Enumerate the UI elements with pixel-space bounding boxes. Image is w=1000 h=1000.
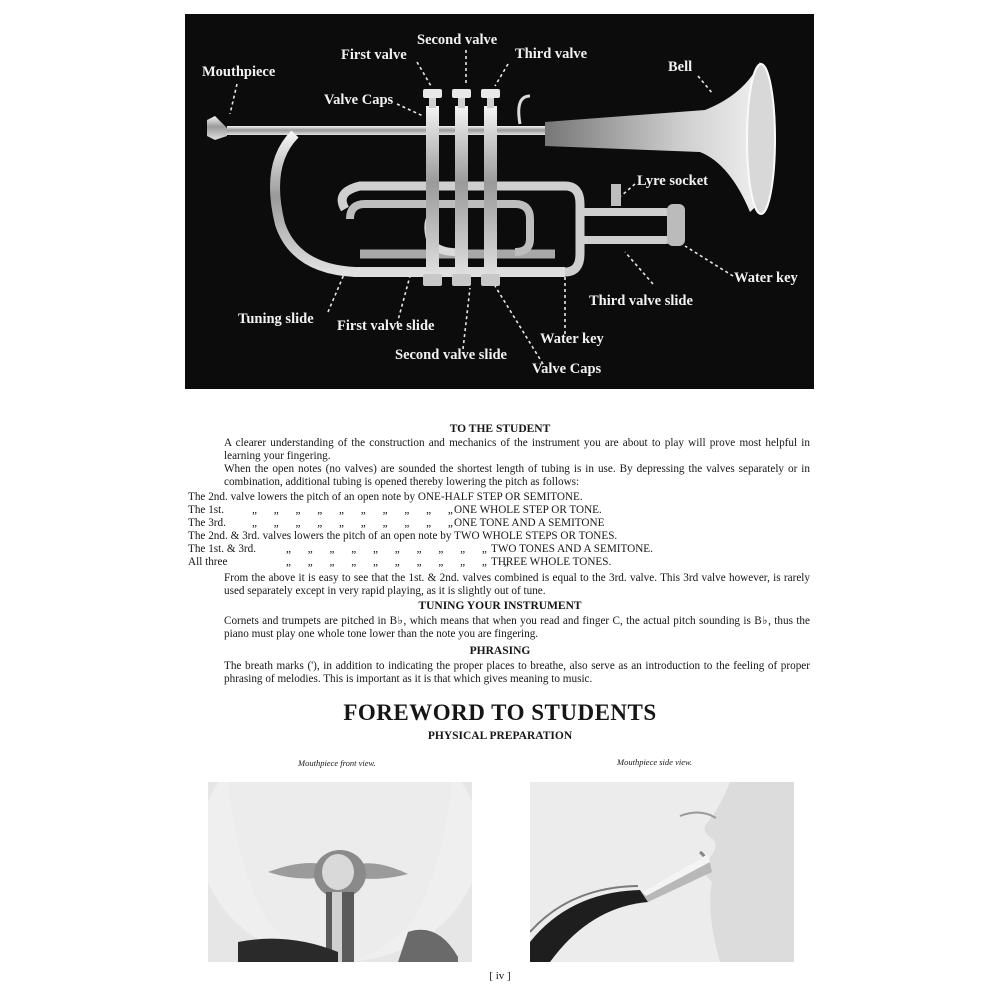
valve-row-6-value: THREE WHOLE TONES. bbox=[491, 556, 612, 568]
cornet-diagram bbox=[185, 14, 814, 389]
paragraph-combined-valves bbox=[188, 572, 810, 599]
foreword-title: FOREWORD TO STUDENTS bbox=[343, 700, 657, 725]
label-valve-caps-top: Valve Caps bbox=[324, 92, 394, 108]
paragraph-tuning bbox=[188, 615, 810, 642]
caption-side-view: Mouthpiece side view. bbox=[617, 757, 693, 767]
paragraph-open-notes-text: When the open notes (no valves) are sounded the shortest length of tubing is in use. By depressing the valves separately or in combination, additional tubing is opened thereby lowering the pitch as follows: bbox=[224, 463, 810, 489]
valve-row-3-ditto: „ „ „ „ „ „ „ „ „ „ bbox=[252, 517, 460, 529]
valve-row-6-label: All three bbox=[188, 556, 228, 568]
valve-row-5-label: The 1st. & 3rd. bbox=[188, 543, 257, 555]
heading-phrasing: PHRASING bbox=[469, 645, 531, 657]
caption-front-view: Mouthpiece front view. bbox=[298, 758, 376, 768]
label-second-valve-slide: Second valve slide bbox=[395, 347, 507, 363]
valve-row-2-ditto: „ „ „ „ „ „ „ „ „ „ bbox=[252, 504, 460, 516]
label-lyre-socket: Lyre socket bbox=[637, 173, 709, 189]
label-first-valve-slide: First valve slide bbox=[337, 318, 435, 334]
face-side-illustration bbox=[530, 782, 794, 962]
paragraph-intro bbox=[188, 437, 810, 464]
cornet-illustration bbox=[185, 14, 814, 389]
heading-to-the-student: TO THE STUDENT bbox=[449, 423, 551, 435]
photo-mouthpiece-front bbox=[208, 782, 472, 962]
valve-row-5-value: TWO TONES AND A SEMITONE. bbox=[491, 543, 653, 555]
label-mouthpiece: Mouthpiece bbox=[202, 64, 276, 80]
valve-row-3-label: The 3rd. bbox=[188, 517, 226, 529]
valve-row-5-ditto: „ „ „ „ „ „ „ „ „ „ bbox=[286, 543, 494, 555]
physical-preparation-subtitle: PHYSICAL PREPARATION bbox=[427, 730, 573, 742]
label-second-valve: Second valve bbox=[417, 32, 498, 48]
label-tuning-slide: Tuning slide bbox=[238, 311, 314, 327]
valve-row-6-ditto: „ „ „ „ „ „ „ „ „ „ „ bbox=[286, 556, 516, 568]
page-number: [ iv ] bbox=[489, 970, 511, 982]
label-first-valve: First valve bbox=[341, 47, 407, 63]
label-water-key-right: Water key bbox=[734, 270, 798, 286]
valve-row-2-label: The 1st. bbox=[188, 504, 225, 516]
label-valve-caps-bottom: Valve Caps bbox=[532, 361, 602, 377]
valve-row-4-text: The 2nd. & 3rd. valves lowers the pitch of an open note by TWO WHOLE STEPS OR TONES. bbox=[188, 530, 618, 542]
valve-row-2-value: ONE WHOLE STEP OR TONE. bbox=[454, 504, 602, 516]
label-water-key-bottom: Water key bbox=[540, 331, 604, 347]
photo-mouthpiece-side bbox=[530, 782, 794, 962]
valve-row-1-text: The 2nd. valve lowers the pitch of an open note by ONE-HALF STEP OR SEMITONE. bbox=[188, 491, 583, 503]
face-front-illustration bbox=[208, 782, 472, 962]
valve-row-3-value: ONE TONE AND A SEMITONE bbox=[454, 517, 605, 529]
label-third-valve-slide: Third valve slide bbox=[589, 293, 693, 309]
label-third-valve: Third valve bbox=[515, 46, 588, 62]
heading-tuning: TUNING YOUR INSTRUMENT bbox=[418, 600, 582, 612]
paragraph-combined-valves-text: From the above it is easy to see that the 1st. & 2nd. valves combined is equal to the 3rd. valve. This 3rd valve however, is rarely used separately except in very rapid playing, as it is slightly out of tune. bbox=[224, 572, 810, 598]
paragraph-phrasing-text: The breath marks ('), in addition to indicating the proper places to breathe, also serve as an introduction to the feeling of proper phrasing of melodies. This is important as it is that which gives meaning to music. bbox=[224, 660, 810, 686]
paragraph-phrasing bbox=[188, 660, 810, 687]
paragraph-tuning-text: Cornets and trumpets are pitched in B♭, which means that when you read and finger C, the actual pitch sounding is B♭, thus the piano must play one whole tone lower than the note you are fingering. bbox=[224, 615, 810, 641]
paragraph-open-notes bbox=[188, 463, 810, 490]
paragraph-intro-text: A clearer understanding of the construction and mechanics of the instrument you are about to play will prove most helpful in learning your fingering. bbox=[224, 437, 810, 463]
label-bell: Bell bbox=[668, 59, 693, 75]
